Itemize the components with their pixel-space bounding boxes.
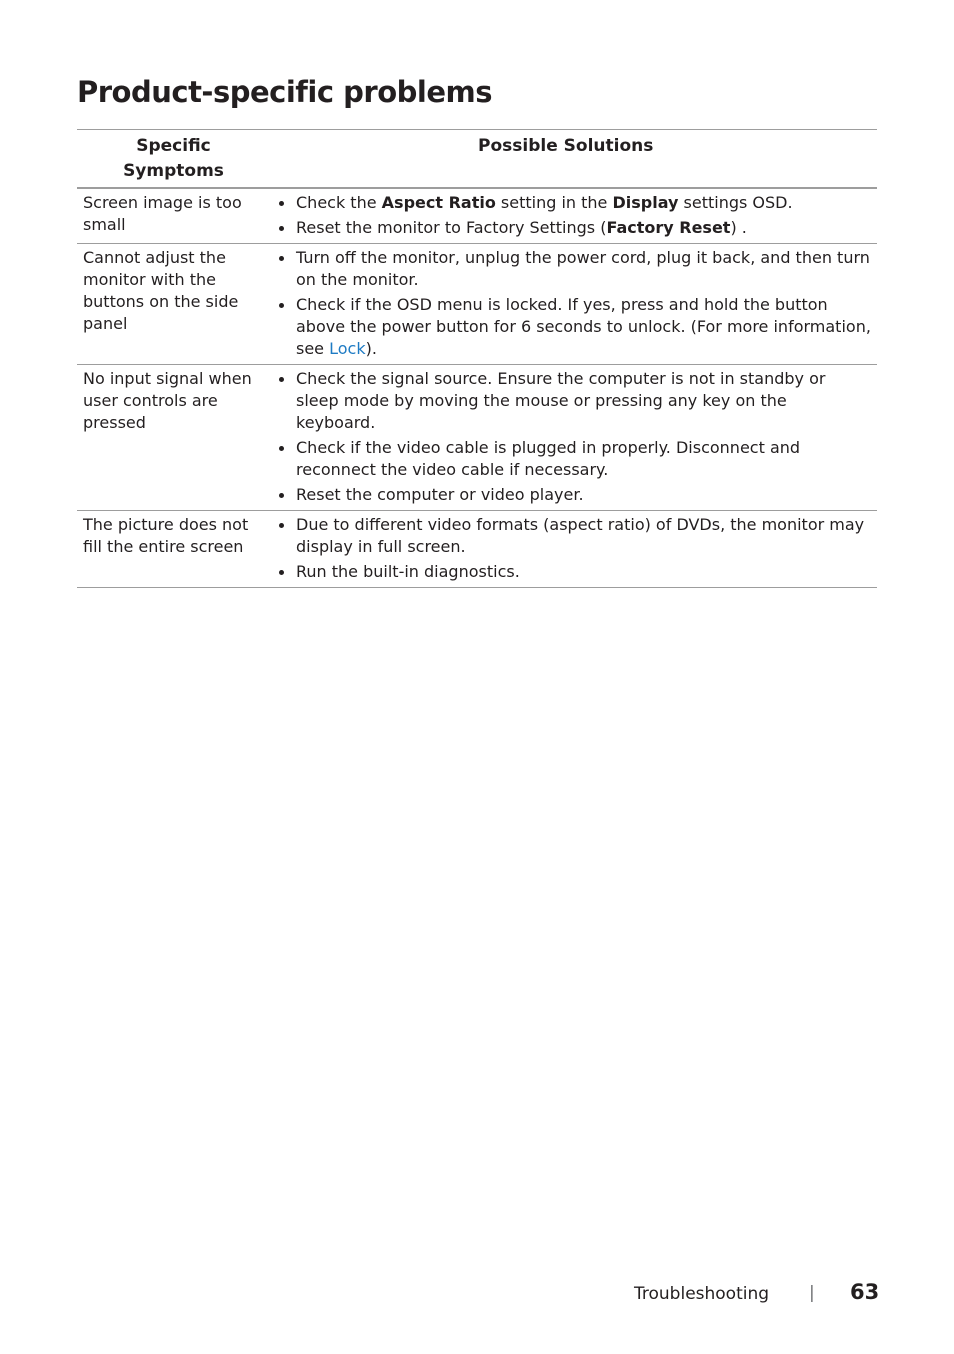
solutions-cell [270, 511, 877, 588]
bullet-icon [279, 377, 284, 382]
bold-term: Aspect Ratio [381, 193, 496, 212]
solutions-cell [270, 244, 877, 365]
solution-text: Check the signal source. Ensure the computer is not in standby or sleep mode by moving the mouse or pressing any key on the keyboard. [296, 369, 826, 432]
bullet-icon [279, 201, 284, 206]
table-header [77, 130, 877, 189]
solutions-list [276, 247, 871, 360]
solutions-cell [270, 365, 877, 511]
symptom-cell: No input signal when user controls are pressed [77, 365, 270, 511]
lock-link[interactable]: Lock [329, 339, 366, 358]
solution-text: ) . [730, 218, 747, 237]
solution-text: Reset the monitor to Factory Settings ( [296, 218, 607, 237]
table-row [77, 365, 877, 511]
solution-item [276, 294, 871, 360]
bullet-icon [279, 570, 284, 575]
header-specific-symptoms: Specific Symptoms [77, 130, 270, 189]
solution-text: ). [365, 339, 377, 358]
page-title: Product-specific problems [77, 75, 492, 109]
footer-separator: | [809, 1283, 815, 1303]
solution-item [276, 192, 871, 214]
footer-section-name: Troubleshooting [634, 1284, 770, 1304]
solutions-list [276, 514, 871, 583]
troubleshooting-table [77, 129, 877, 588]
table-row [77, 244, 877, 365]
solution-text: setting in the [495, 193, 613, 212]
solution-item [276, 368, 871, 434]
solutions-cell [270, 188, 877, 244]
solution-text: Due to different video formats (aspect ratio) of DVDs, the monitor may display in full screen. [296, 515, 865, 556]
table-row [77, 188, 877, 244]
solution-item [276, 514, 871, 558]
solution-text: Check if the video cable is plugged in properly. Disconnect and reconnect the video cable if necessary. [296, 438, 801, 479]
solution-text: Check if the OSD menu is locked. If yes, press and hold the button above the power button for 6 seconds to unlock. (For more information, see [296, 295, 871, 358]
solution-item [276, 437, 871, 481]
solution-item [276, 484, 871, 506]
table-body [77, 188, 877, 588]
solutions-list [276, 368, 871, 506]
solution-item [276, 217, 871, 239]
solutions-list [276, 192, 871, 239]
bullet-icon [279, 256, 284, 261]
bullet-icon [279, 493, 284, 498]
solution-text: Run the built-in diagnostics. [296, 562, 520, 581]
solution-text: settings OSD. [678, 193, 793, 212]
bullet-icon [279, 446, 284, 451]
bold-term: Display [612, 193, 679, 212]
solution-item [276, 561, 871, 583]
solution-text: Reset the computer or video player. [296, 485, 584, 504]
table-header-row [77, 130, 877, 189]
header-possible-solutions: Possible Solutions [270, 130, 877, 189]
bullet-icon [279, 523, 284, 528]
table-row [77, 511, 877, 588]
page-number: 63 [850, 1280, 880, 1304]
symptom-cell: The picture does not fill the entire screen [77, 511, 270, 588]
symptom-cell: Cannot adjust the monitor with the buttons on the side panel [77, 244, 270, 365]
solution-text: Turn off the monitor, unplug the power cord, plug it back, and then turn on the monitor. [296, 248, 870, 289]
solution-text: Check the [296, 193, 382, 212]
bold-term: Factory Reset [606, 218, 731, 237]
bullet-icon [279, 303, 284, 308]
solution-item [276, 247, 871, 291]
symptom-cell: Screen image is too small [77, 188, 270, 244]
bullet-icon [279, 226, 284, 231]
